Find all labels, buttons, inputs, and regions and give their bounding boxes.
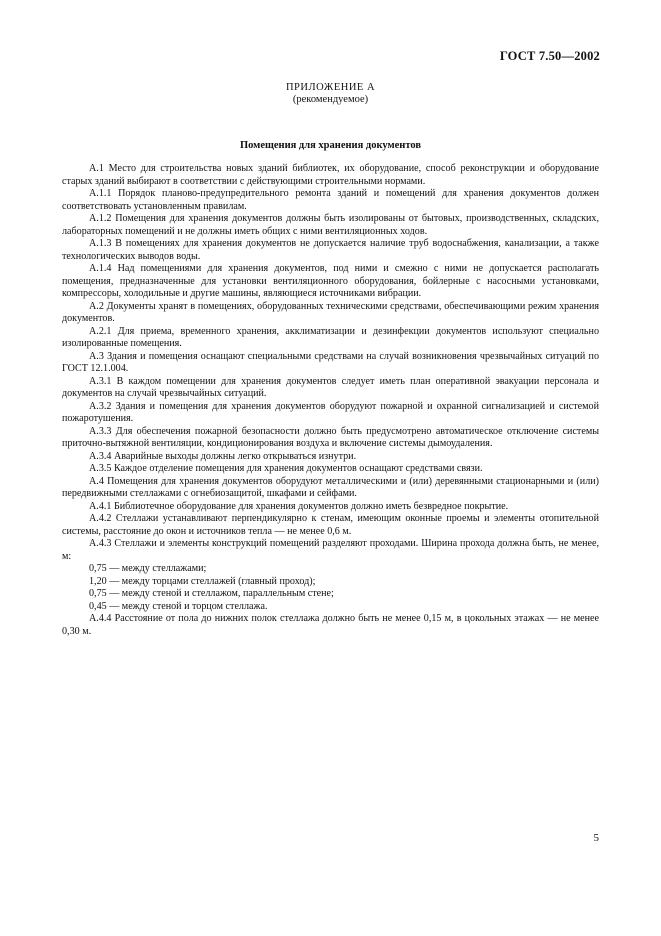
paragraph-a3-3: А.3.3 Для обеспечения пожарной безопасности должно быть предусмотрено автоматическое отключение системы приточно-вытяжной вентиляции, кондиционирования воздуха и включение системы дымоудаления. xyxy=(62,425,599,449)
page-number: 5 xyxy=(593,832,599,844)
list-item: 0,45 — между стеной и торцом стеллажа. xyxy=(89,600,268,612)
paragraph-a4-1: А.4.1 Библиотечное оборудование для хранения документов должно иметь безвредное покрытие. xyxy=(89,500,509,512)
paragraph-a1-1: А.1.1 Порядок планово-предупредительного ремонта зданий и помещений для хранения документов должен соответствовать установленным правилам. xyxy=(62,188,599,212)
paragraph-a4: А.4 Помещения для хранения документов оборудуют металлическими и (или) деревянными стационарными и (или) передвижными стеллажами с огнебиозащитой, шкафами и сейфами. xyxy=(62,475,599,499)
paragraph-a1-2: А.1.2 Помещения для хранения документов должны быть изолированы от бытовых, производственных, складских, лабораторных помещений и не должны иметь общих с ними вентиляционных ходов. xyxy=(62,213,599,237)
paragraph-a4-4: А.4.4 Расстояние от пола до нижних полок стеллажа должно быть не менее 0,15 м, в цокольных этажах — не менее 0,30 м. xyxy=(62,613,599,637)
paragraph-a1: А.1 Место для строительства новых зданий библиотек, их оборудование, способ реконструкции и оборудование старых зданий выбирают в соответствии с действующими строительными нормами. xyxy=(62,163,599,187)
list-item: 1,20 — между торцами стеллажей (главный проход); xyxy=(89,575,316,587)
appendix-title: ПРИЛОЖЕНИЕ А xyxy=(285,82,376,93)
paragraph-a3: А.3 Здания и помещения оснащают специальными средствами на случай возникновения чрезвычайных ситуаций по ГОСТ 12.1.004. xyxy=(62,350,599,374)
list-item: 0,75 — между стеной и стеллажом, параллельным стене; xyxy=(89,588,334,599)
standard-code-header: ГОСТ 7.50—2002 xyxy=(499,49,600,63)
paragraph-a1-4: А.1.4 Над помещениями для хранения документов, под ними и смежно с ними не допускается располагать помещения, предназначенные для установки вентиляционного оборудования, бойлерные с насосными установками, компрессоры, холодильные и другие машины, являющиеся источниками вибрации. xyxy=(62,263,599,299)
paragraph-a4-2: А.4.2 Стеллажи устанавливают перпендикулярно к стенам, имеющим оконные проемы и элементы отопительной системы, расстояние до окон и источников тепла — не менее 0,6 м. xyxy=(62,513,599,537)
appendix-heading xyxy=(0,82,661,106)
paragraph-a1-3: А.1.3 В помещениях для хранения документов не допускается наличие труб водоснабжения, канализации, а также технологических выводов воды. xyxy=(62,238,599,262)
paragraph-a3-5: А.3.5 Каждое отделение помещения для хранения документов оснащают средствами связи. xyxy=(89,463,483,474)
paragraph-a3-2: А.3.2 Здания и помещения для хранения документов оборудуют пожарной и охранной сигнализацией и системой пожаротушения. xyxy=(62,400,599,424)
section-title: Помещения для хранения документов xyxy=(239,140,422,151)
paragraph-a3-1: А.3.1 В каждом помещении для хранения документов следует иметь план оперативной эвакуации персонала и документов на случай чрезвычайных ситуаций. xyxy=(62,375,599,399)
paragraph-a2-1: А.2.1 Для приема, временного хранения, акклиматизации и дезинфекции документов используют специально изолированные помещения. xyxy=(62,325,599,349)
paragraph-a2: А.2 Документы хранят в помещениях, оборудованных техническими средствами, обеспечивающими режим хранения документов. xyxy=(62,300,599,324)
document-body xyxy=(62,163,599,638)
appendix-subtitle: (рекомендуемое) xyxy=(292,94,369,105)
paragraph-a4-3: А.4.3 Стеллажи и элементы конструкций помещений разделяют проходами. Ширина прохода должна быть, не менее, м: xyxy=(62,538,599,562)
paragraph-a3-4: А.3.4 Аварийные выходы должны легко открываться изнутри. xyxy=(89,450,357,462)
list-item: 0,75 — между стеллажами; xyxy=(89,563,207,574)
